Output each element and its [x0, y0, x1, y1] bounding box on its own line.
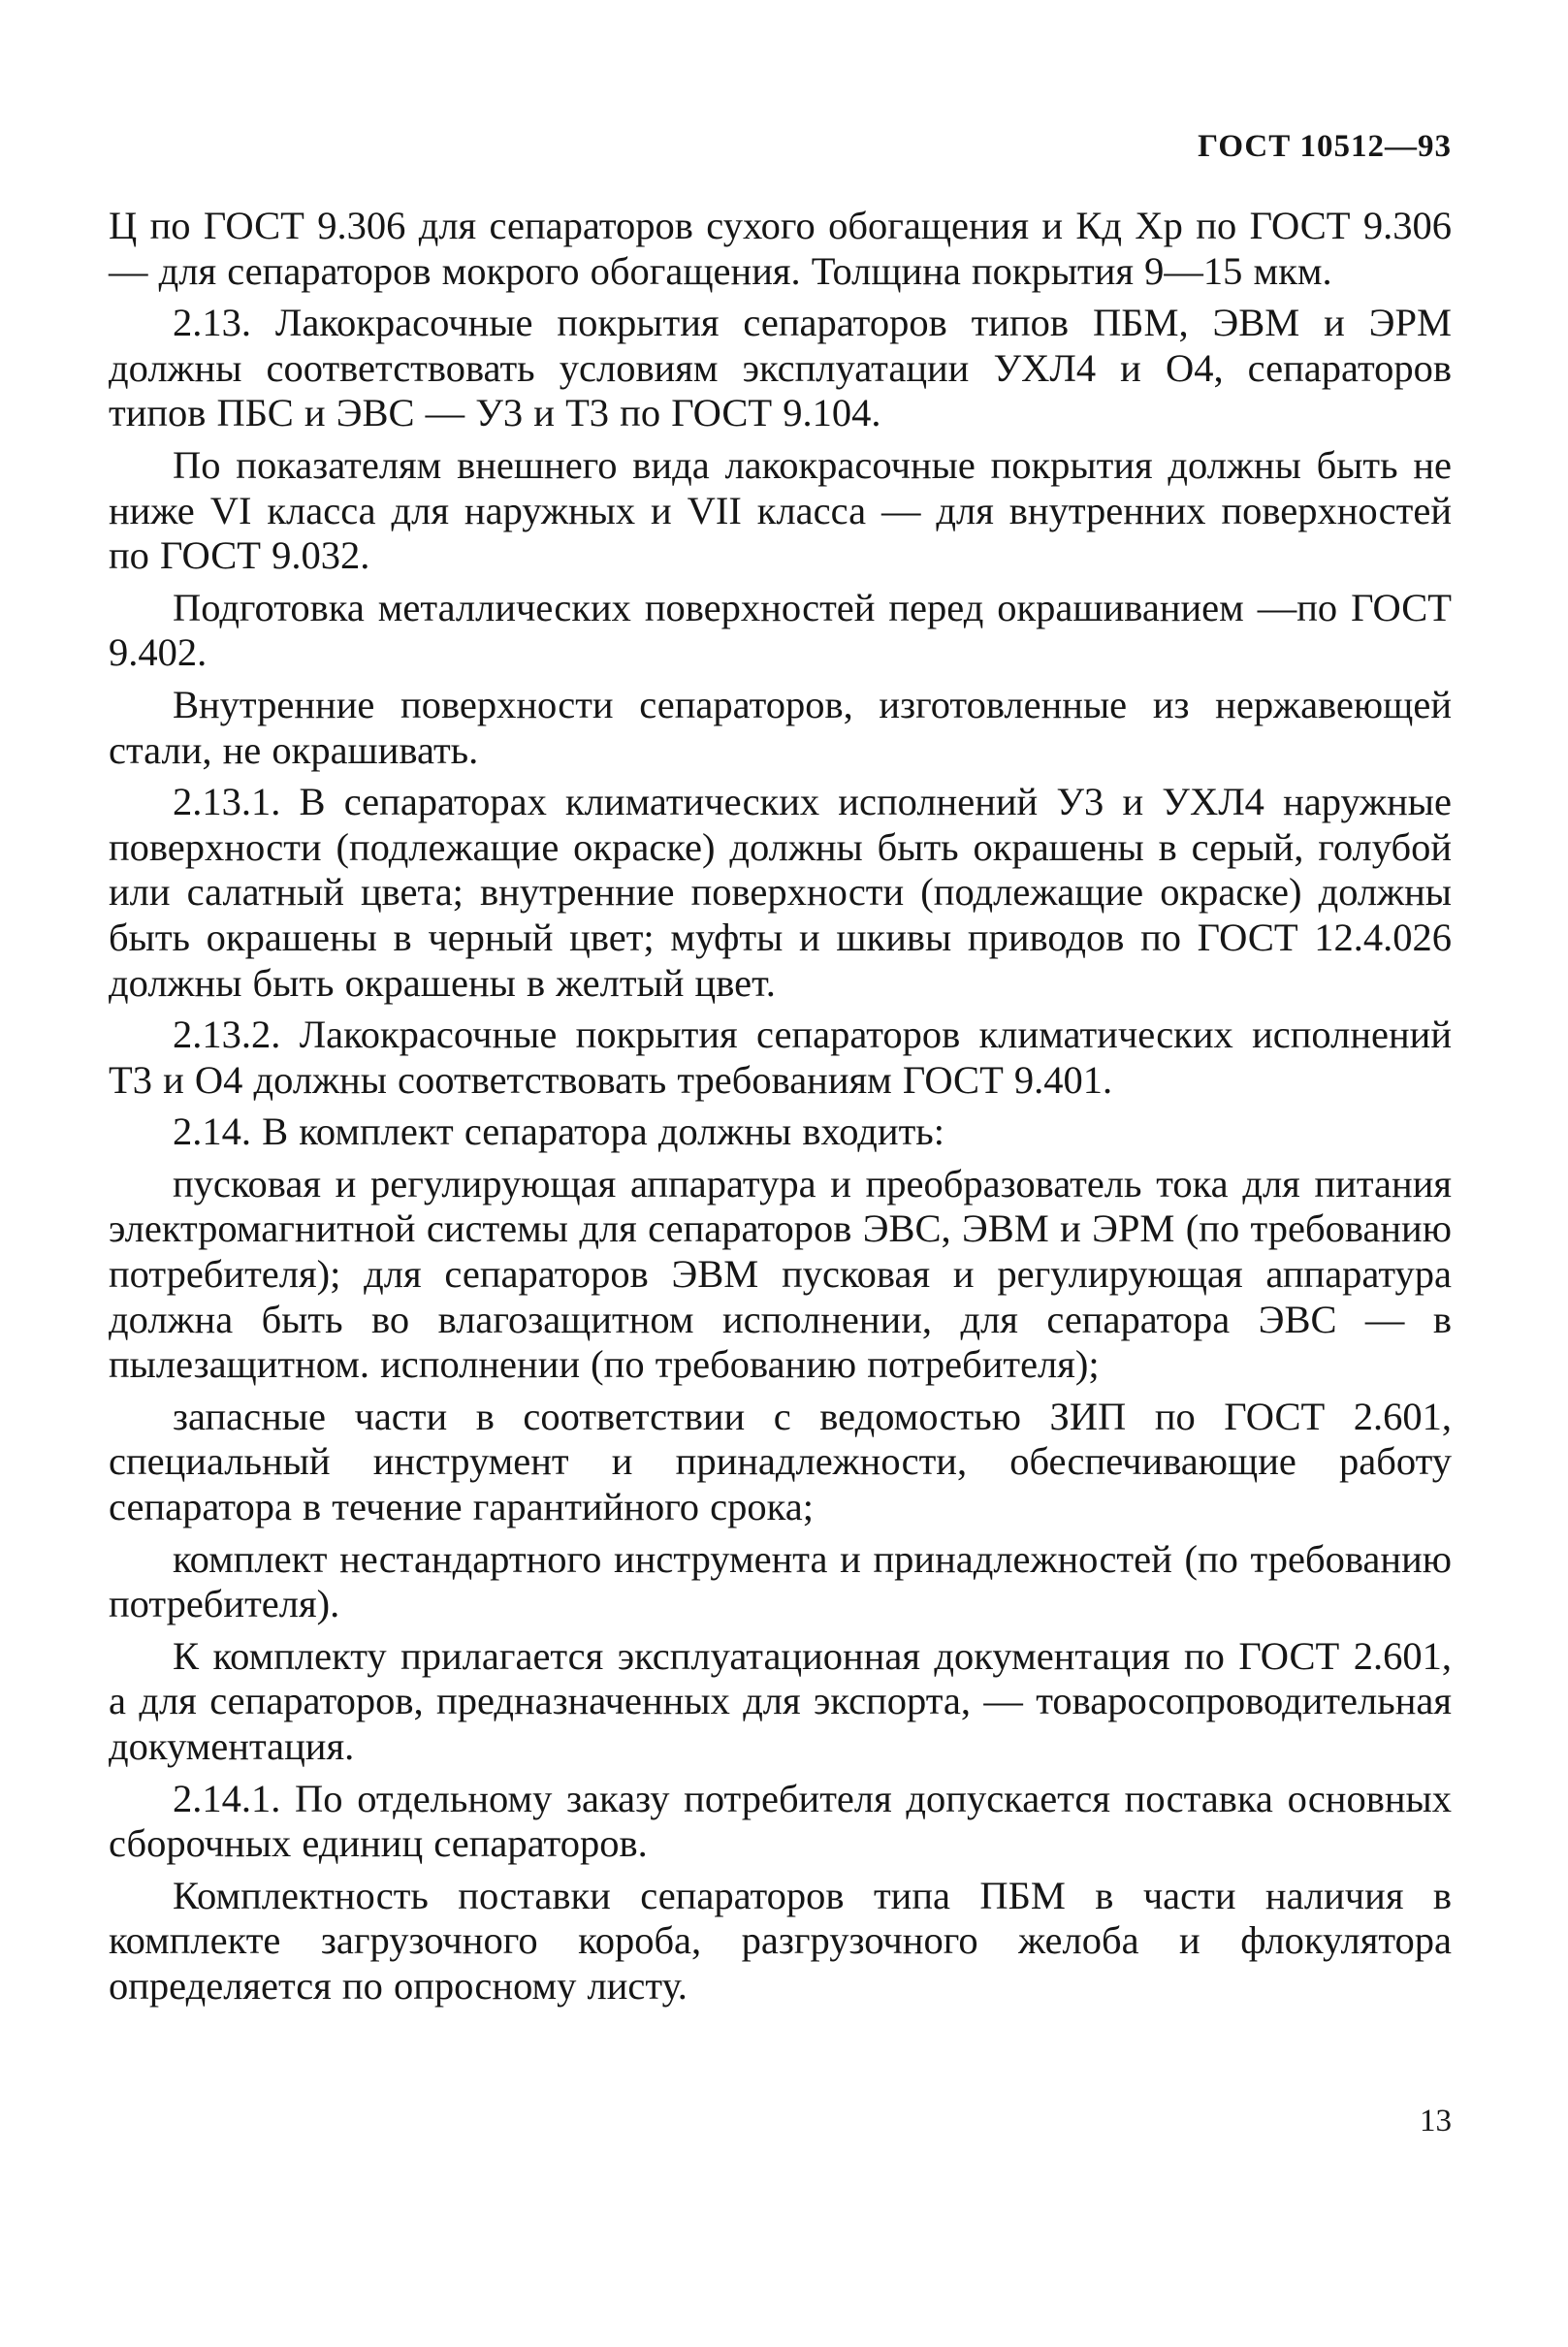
list-item-nonstandard-tools: комплект нестандартного инструмента и принадлежностей (по требованию потребителя). [109, 1536, 1452, 1626]
paragraph-2-13-2: 2.13.2. Лакокрасочные покрытия сепараторов климатических исполнений Т3 и О4 должны соответствовать требованиям ГОСТ 9.401. [109, 1013, 1452, 1102]
list-item-spare-parts: запасные части в соответствии с ведомостью ЗИП по ГОСТ 2.601, специальный инструмент и принадлежности, обеспечивающие работу сепаратора в течение гарантийного срока; [109, 1394, 1452, 1529]
page-number: 13 [1420, 2104, 1452, 2138]
paragraph-2-14-1: 2.14.1. По отдельному заказу потребителя допускается поставка основных сборочных единиц сепараторов. [109, 1776, 1452, 1866]
document-body [109, 204, 1452, 2016]
paragraph-2-13-1: 2.13.1. В сепараторах климатических исполнений У3 и УХЛ4 наружные поверхности (подлежащие окраске) должны быть окрашены в серый, голубой или салатный цвета; внутренние поверхности (подлежащие окраске) должны быть окрашены в черный цвет; муфты и шкивы приводов по ГОСТ 12.4.026 должны быть окрашены в желтый цвет. [109, 780, 1452, 1005]
document-page [109, 0, 1452, 2347]
paragraph-coating-continuation: Ц по ГОСТ 9.306 для сепараторов сухого обогащения и Кд Хр по ГОСТ 9.306 — для сепараторов мокрого обогащения. Толщина покрытия 9—15 мкм. [109, 204, 1452, 293]
paragraph-stainless-surfaces: Внутренние поверхности сепараторов, изготовленные из нержавеющей стали, не окрашивать. [109, 682, 1452, 772]
paragraph-documentation: К комплекту прилагается эксплуатационная документация по ГОСТ 2.601, а для сепараторов, предназначенных для экспорта, — товаросопроводительная документация. [109, 1633, 1452, 1768]
paragraph-pbm-completeness: Комплектность поставки сепараторов типа ПБМ в части наличия в комплекте загрузочного короба, разгрузочного желоба и флокулятора определяется по опросному листу. [109, 1873, 1452, 2008]
paragraph-surface-preparation: Подготовка металлических поверхностей перед окрашиванием —по ГОСТ 9.402. [109, 585, 1452, 675]
paragraph-2-13: 2.13. Лакокрасочные покрытия сепараторов типов ПБМ, ЭВМ и ЭРМ должны соответствовать условиям эксплуатации УХЛ4 и О4, сепараторов типов ПБС и ЭВС — У3 и Т3 по ГОСТ 9.104. [109, 301, 1452, 435]
paragraph-2-14: 2.14. В комплект сепаратора должны входить: [173, 1109, 944, 1154]
paragraph-appearance-class: По показателям внешнего вида лакокрасочные покрытия должны быть не ниже VI класса для наружных и VII класса — для внутренних поверхностей по ГОСТ 9.032. [109, 442, 1452, 578]
page-header-standard-number: ГОСТ 10512—93 [1198, 129, 1452, 164]
list-item-control-equipment: пусковая и регулирующая аппаратура и преобразователь тока для питания электромагнитной системы для сепараторов ЭВС, ЭВМ и ЭРМ (по требованию потребителя); для сепараторов ЭВМ пусковая и регулирующая аппаратура должна быть во влагозащитном исполнении, для сепаратора ЭВС — в пылезащитном. исполнении (по требованию потребителя); [109, 1161, 1452, 1387]
